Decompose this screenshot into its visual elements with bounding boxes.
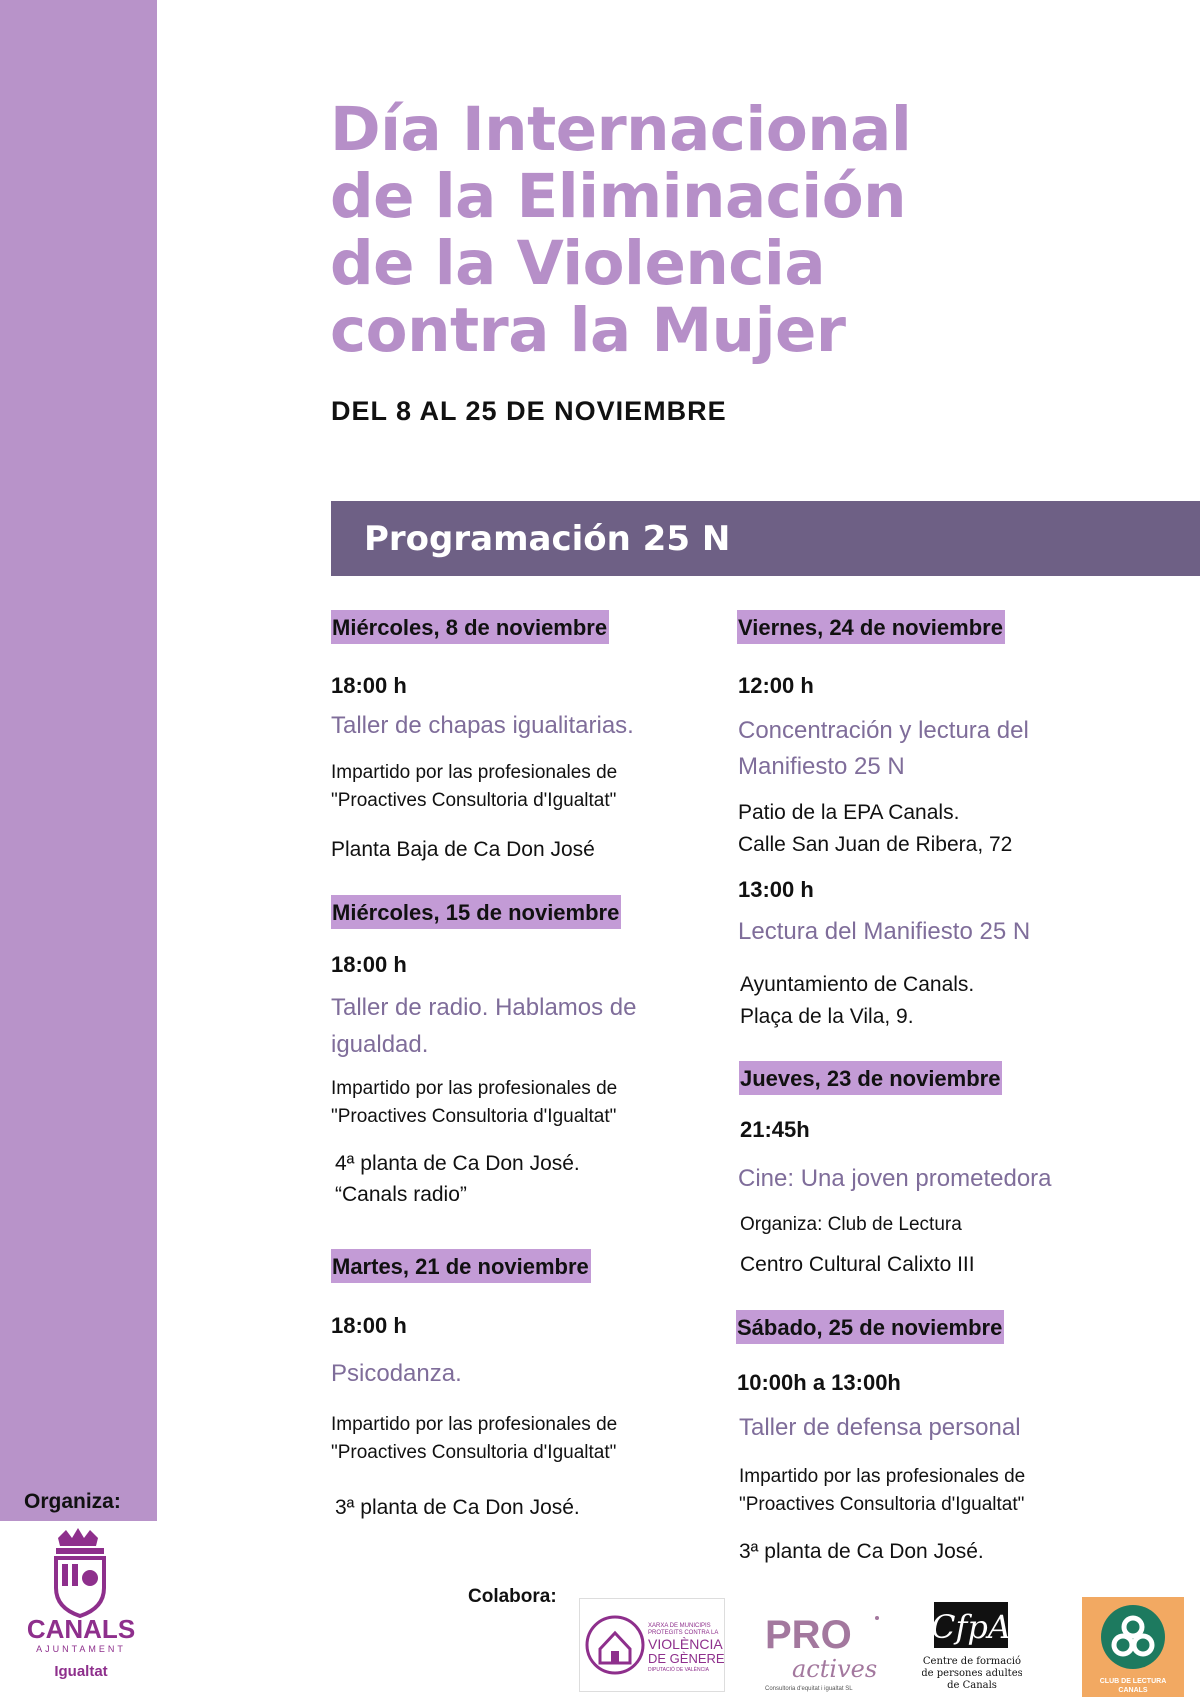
event-place: “Canals radio” <box>335 1183 467 1206</box>
event-presenter: "Proactives Consultoria d'Igualtat" <box>739 1494 1025 1515</box>
event-place: Plaça de la Vila, 9. <box>740 1005 914 1028</box>
svg-text:VIOLÈNCIA: VIOLÈNCIA <box>648 1636 723 1652</box>
program-heading: Programación 25 N <box>364 519 731 559</box>
event-activity: Cine: Una joven prometedora <box>738 1165 1052 1192</box>
svg-text:CLUB DE LECTURA: CLUB DE LECTURA <box>1099 1678 1167 1685</box>
svg-text:CANALS: CANALS <box>26 1614 136 1644</box>
event-activity: Manifiesto 25 N <box>738 753 905 780</box>
event-place: Calle San Juan de Ribera, 72 <box>738 833 1013 856</box>
svg-text:Centre de formació: Centre de formació <box>922 1656 1022 1667</box>
event-time: 18:00 h <box>331 673 407 698</box>
event-presenter: Impartido por las profesionales de <box>331 1414 618 1435</box>
event-activity: Psicodanza. <box>331 1360 462 1387</box>
event-place: Patio de la EPA Canals. <box>738 801 960 824</box>
day-heading: Martes, 21 de noviembre <box>331 1249 591 1283</box>
event-time: 10:00h a 13:00h <box>737 1370 901 1395</box>
cfpa-logo <box>922 1600 1022 1692</box>
book-circle-icon <box>1082 1597 1184 1697</box>
event-presenter: Impartido por las profesionales de <box>331 762 618 783</box>
event-place: 3ª planta de Ca Don José. <box>335 1496 580 1519</box>
event-presenter: "Proactives Consultoria d'Igualtat" <box>331 1442 617 1463</box>
event-time: 12:00 h <box>738 673 814 698</box>
poster-title <box>330 96 1170 364</box>
title-line: de la Eliminación <box>330 161 907 232</box>
day-heading: Miércoles, 8 de noviembre <box>331 610 609 644</box>
proactives-logo <box>762 1600 892 1692</box>
program-banner <box>331 501 1200 576</box>
proactives-mark-icon <box>762 1600 892 1692</box>
svg-text:Igualtat: Igualtat <box>54 1663 108 1680</box>
day-heading: Miércoles, 15 de noviembre <box>331 895 621 929</box>
club-lectura-logo <box>1082 1597 1184 1697</box>
day-heading: Sábado, 25 de noviembre <box>736 1310 1004 1344</box>
event-presenter: Impartido por las profesionales de <box>739 1466 1026 1487</box>
event-activity: Taller de defensa personal <box>739 1414 1021 1441</box>
event-place: Planta Baja de Ca Don José <box>331 838 595 861</box>
event-presenter: Impartido por las profesionales de <box>331 1078 618 1099</box>
event-time: 18:00 h <box>331 1313 407 1338</box>
event-activity: Taller de radio. Hablamos de <box>331 994 637 1021</box>
event-place: Centro Cultural Calixto III <box>740 1253 975 1276</box>
event-place: 4ª planta de Ca Don José. <box>335 1152 580 1175</box>
day-heading: Viernes, 24 de noviembre <box>737 610 1005 644</box>
cfpa-mark-icon <box>922 1600 1022 1692</box>
xarxa-municipis-logo <box>579 1598 725 1692</box>
svg-text:DIPUTACIÓ DE VALÈNCIA: DIPUTACIÓ DE VALÈNCIA <box>648 1667 709 1673</box>
house-shield-icon <box>580 1599 724 1691</box>
title-line: contra la Mujer <box>330 295 846 366</box>
title-line: Día Internacional <box>330 94 912 165</box>
event-time: 18:00 h <box>331 952 407 977</box>
event-presenter: "Proactives Consultoria d'Igualtat" <box>331 1106 617 1127</box>
event-activity: Lectura del Manifiesto 25 N <box>738 918 1031 945</box>
svg-text:AJUNTAMENT: AJUNTAMENT <box>36 1644 126 1654</box>
sidebar-stripe <box>0 0 157 1521</box>
event-activity: igualdad. <box>331 1031 429 1058</box>
organizer-label: Organiza: <box>24 1490 121 1513</box>
event-presenter: "Proactives Consultoria d'Igualtat" <box>331 790 617 811</box>
canals-crest-icon <box>18 1528 144 1688</box>
event-place: Ayuntamiento de Canals. <box>740 973 975 996</box>
event-place: 3ª planta de Ca Don José. <box>739 1540 984 1563</box>
date-range: DEL 8 AL 25 DE NOVIEMBRE <box>331 396 727 426</box>
svg-text:XARXA DE MUNICIPIS: XARXA DE MUNICIPIS <box>648 1623 711 1629</box>
svg-text:PROTEGITS CONTRA LA: PROTEGITS CONTRA LA <box>648 1630 719 1636</box>
svg-text:actives: actives <box>792 1655 878 1683</box>
svg-text:CfpA: CfpA <box>931 1608 1011 1646</box>
svg-text:DE GÈNERE: DE GÈNERE <box>648 1651 724 1666</box>
svg-text:CANALS: CANALS <box>1118 1687 1148 1694</box>
event-activity: Concentración y lectura del <box>738 717 1029 744</box>
event-activity: Taller de chapas igualitarias. <box>331 712 634 739</box>
day-heading: Jueves, 23 de noviembre <box>739 1061 1002 1095</box>
title-line: de la Violencia <box>330 228 825 299</box>
svg-text:de Canals: de Canals <box>947 1680 997 1691</box>
collaborators-label: Colabora: <box>468 1586 557 1607</box>
event-time: 21:45h <box>740 1117 810 1142</box>
event-organizer: Organiza: Club de Lectura <box>740 1214 962 1235</box>
canals-ajuntament-logo <box>18 1528 144 1688</box>
svg-text:PRO: PRO <box>765 1613 852 1657</box>
event-time: 13:00 h <box>738 877 814 902</box>
svg-text:Consultoria d'equitat i igualt: Consultoria d'equitat i igualtat SL <box>765 1686 853 1692</box>
svg-text:de persones adultes: de persones adultes <box>922 1668 1022 1679</box>
